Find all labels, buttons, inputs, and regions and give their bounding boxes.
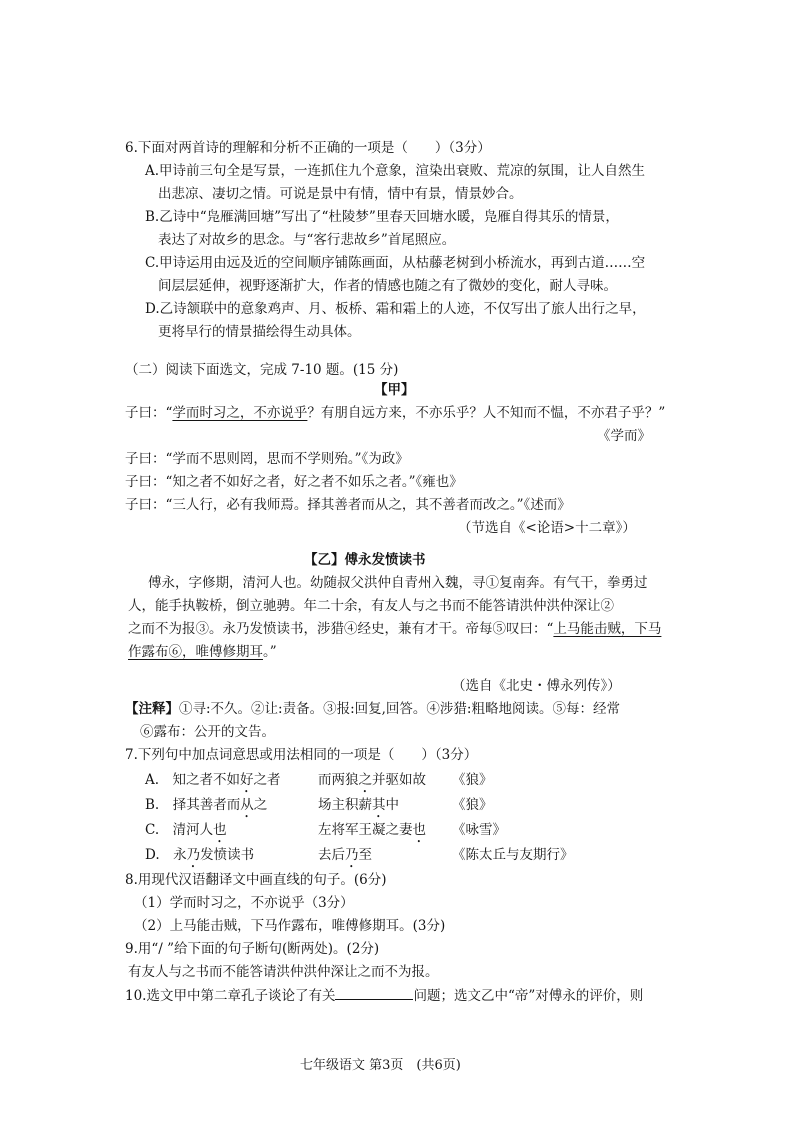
quote-1-rest: ？有朋自远方来，不亦乐乎？人不知而不愠，不亦君子乎？” [307,405,666,421]
quote-1-prefix: 子曰：“ [125,405,173,421]
q7-b-left-pre: B. 择其善者而 [145,797,241,813]
q7-b-right-pre: 场主积薪 [318,797,372,813]
q8-item-2: （2）上马能击贼，下马作露布，唯傅修期耳。(3分) [134,918,446,934]
q6-option-a-line2: 出悲凉、凄切之情。可说是景中有情，情中有景，情景妙合。 [158,186,523,202]
yi-line4-underlined: 作露布⑥，唯傅修期耳 [128,644,263,660]
q7-a-left-dotted: 好 [240,772,254,788]
q7-stem: 7.下列句中加点词意思或用法相同的一项是（ ）（3分） [125,747,478,763]
q7-b-left-post: 之 [253,797,268,813]
q9-sentence: 有友人与之书而不能答请洪仲洪仲深让之而不为报。 [128,964,439,980]
yi-paragraph-line2: 人，能手执鞍桥，倒立驰骋。年二十余，有友人与之书而不能答请洪仲洪仲深让② [128,598,614,614]
q10-pre: 10.选文甲中第二章孔子谈论了有关 [125,988,336,1004]
q7-a-right-dotted: 之 [358,772,372,788]
q7-d-left-post: 发愤读书 [200,847,255,863]
notes-line2: ⑥露布：公开的文告。 [140,724,275,740]
yi-paragraph-line3 [128,621,661,637]
q7-b-right-post: 中 [385,797,399,813]
quote-4: 子曰：“三人行，必有我师焉。择其善者而从之，其不善者而改之。”《述而》 [125,497,571,513]
q7-d-right-post: 至 [358,847,372,863]
q7-option-d-right [318,847,372,871]
yi-source: （选自《北史・傅永列传》） [452,678,621,694]
q8-stem: 8.用现代汉语翻译文中画直线的句子。(6分) [125,872,387,888]
q6-option-c-line2: 间层层延伸，视野逐渐扩大，作者的情感也随之有了微妙的变化，耐人寻味。 [158,278,617,294]
q7-b-right-dotted: 其 [372,797,386,813]
q9-stem: 9.用“/ ”给下面的句子断句(断两处)。(2分) [125,941,380,957]
quote-2: 子曰：“学而不思则罔，思而不学则殆。”《为政》 [125,451,409,467]
q7-option-c-source: 《咏雪》 [452,822,506,838]
q6-stem: 6.下面对两首诗的理解和分析不正确的一项是（ ）（3分） [125,140,491,156]
q10-answer-blank[interactable] [335,987,413,1000]
yi-title: 【乙】傅永发愤读书 [304,552,426,568]
q10-post: 问题；选文乙中“帝”对傅永的评价，则 [413,988,644,1004]
yi-paragraph-line1: 傅永，字修期，清河人也。幼随叔父洪仲自青州入魏，寻①复南奔。有气干，拳勇过 [148,575,648,591]
q7-option-c-left [145,822,227,846]
q7-d-left-pre: D. 永 [145,847,187,863]
q6-option-b-line1: B.乙诗中“凫雁满回塘”写出了“杜陵梦”里春天回塘水暖，凫雁自得其乐的情景， [145,209,619,225]
q8-item-1: （1）学而时习之，不亦说乎（3分） [134,895,354,911]
quote-1-underlined: 学而时习之，不亦说乎 [172,405,308,421]
q7-option-d-left [145,847,254,871]
jia-title: 【甲】 [374,382,415,398]
q7-a-right-post: 并驱如故 [372,772,426,788]
quote-1-source: 《学而》 [597,428,651,444]
q7-c-right-dotted: 也 [412,822,426,838]
yi-line3-underlined: 上马能击贼，下马 [553,621,662,637]
q7-c-left-dotted: 也 [213,822,227,838]
q7-a-left-post: 之者 [253,772,281,788]
q7-option-b-left [145,797,267,821]
q6-option-d-line2: 更将早行的情景描绘得生动具体。 [158,324,361,340]
q7-option-d-source: 《陈太丘与友期行》 [452,847,574,863]
q7-c-right-pre: 左将军王凝之妻 [318,822,413,838]
q7-d-right-dotted: 乃 [345,847,359,863]
q6-option-b-line2: 表达了对故乡的思念。与“客行悲故乡”首尾照应。 [158,232,456,248]
notes-label: 【注释】 [125,701,179,717]
quote-1 [125,405,665,421]
q10-line [125,987,643,1004]
notes-line1 [125,701,620,717]
quote-3: 子曰：“知之者不如好之者，好之者不如乐之者。”《雍也》 [125,474,463,490]
q7-option-a-source: 《狼》 [452,772,493,788]
q7-option-a-right [318,772,426,796]
q7-d-left-dotted: 乃 [186,847,201,863]
yi-line4-tail: 。” [263,644,277,660]
q7-a-right-pre: 而两狼 [318,772,359,788]
yi-line3-text: 之而不为报③。永乃发愤读书，涉猎④经史，兼有才干。帝每⑤叹曰：“ [128,621,554,637]
q7-c-left-pre: C. 清河人 [145,822,214,838]
yi-paragraph-line4 [128,644,277,660]
page-footer: 七年级语文 第3页 (共6页) [300,1058,461,1073]
q7-b-left-dotted: 从 [240,797,254,813]
section2-heading: （二）阅读下面选文，完成 7-10 题。(15 分) [125,362,399,378]
q7-option-b-right [318,797,399,821]
q6-option-a-line1: A.甲诗前三句全是写景，一连抓住九个意象，渲染出衰败、荒凉的氛围，让人自然生 [145,163,646,179]
q6-option-c-line1: C.甲诗运用由远及近的空间顺序铺陈画面，从枯藤老树到小桥流水，再到古道……空 [145,255,646,271]
jia-source: （节选自《<论语>十二章》） [458,520,636,536]
q7-a-left-pre: A. 知之者不如 [145,772,241,788]
q7-option-c-right [318,822,426,846]
notes-text-1: ①寻:不久。②让:责备。③报:回复,回答。④涉猎:粗略地阅读。⑤每：经常 [179,701,620,717]
q7-option-b-source: 《狼》 [452,797,493,813]
q7-d-right-pre: 去后 [318,847,345,863]
q7-option-a-left [145,772,281,796]
q6-option-d-line1: D.乙诗颔联中的意象鸡声、月、板桥、霜和霜上的人迹，不仅写出了旅人出行之早， [145,301,646,317]
